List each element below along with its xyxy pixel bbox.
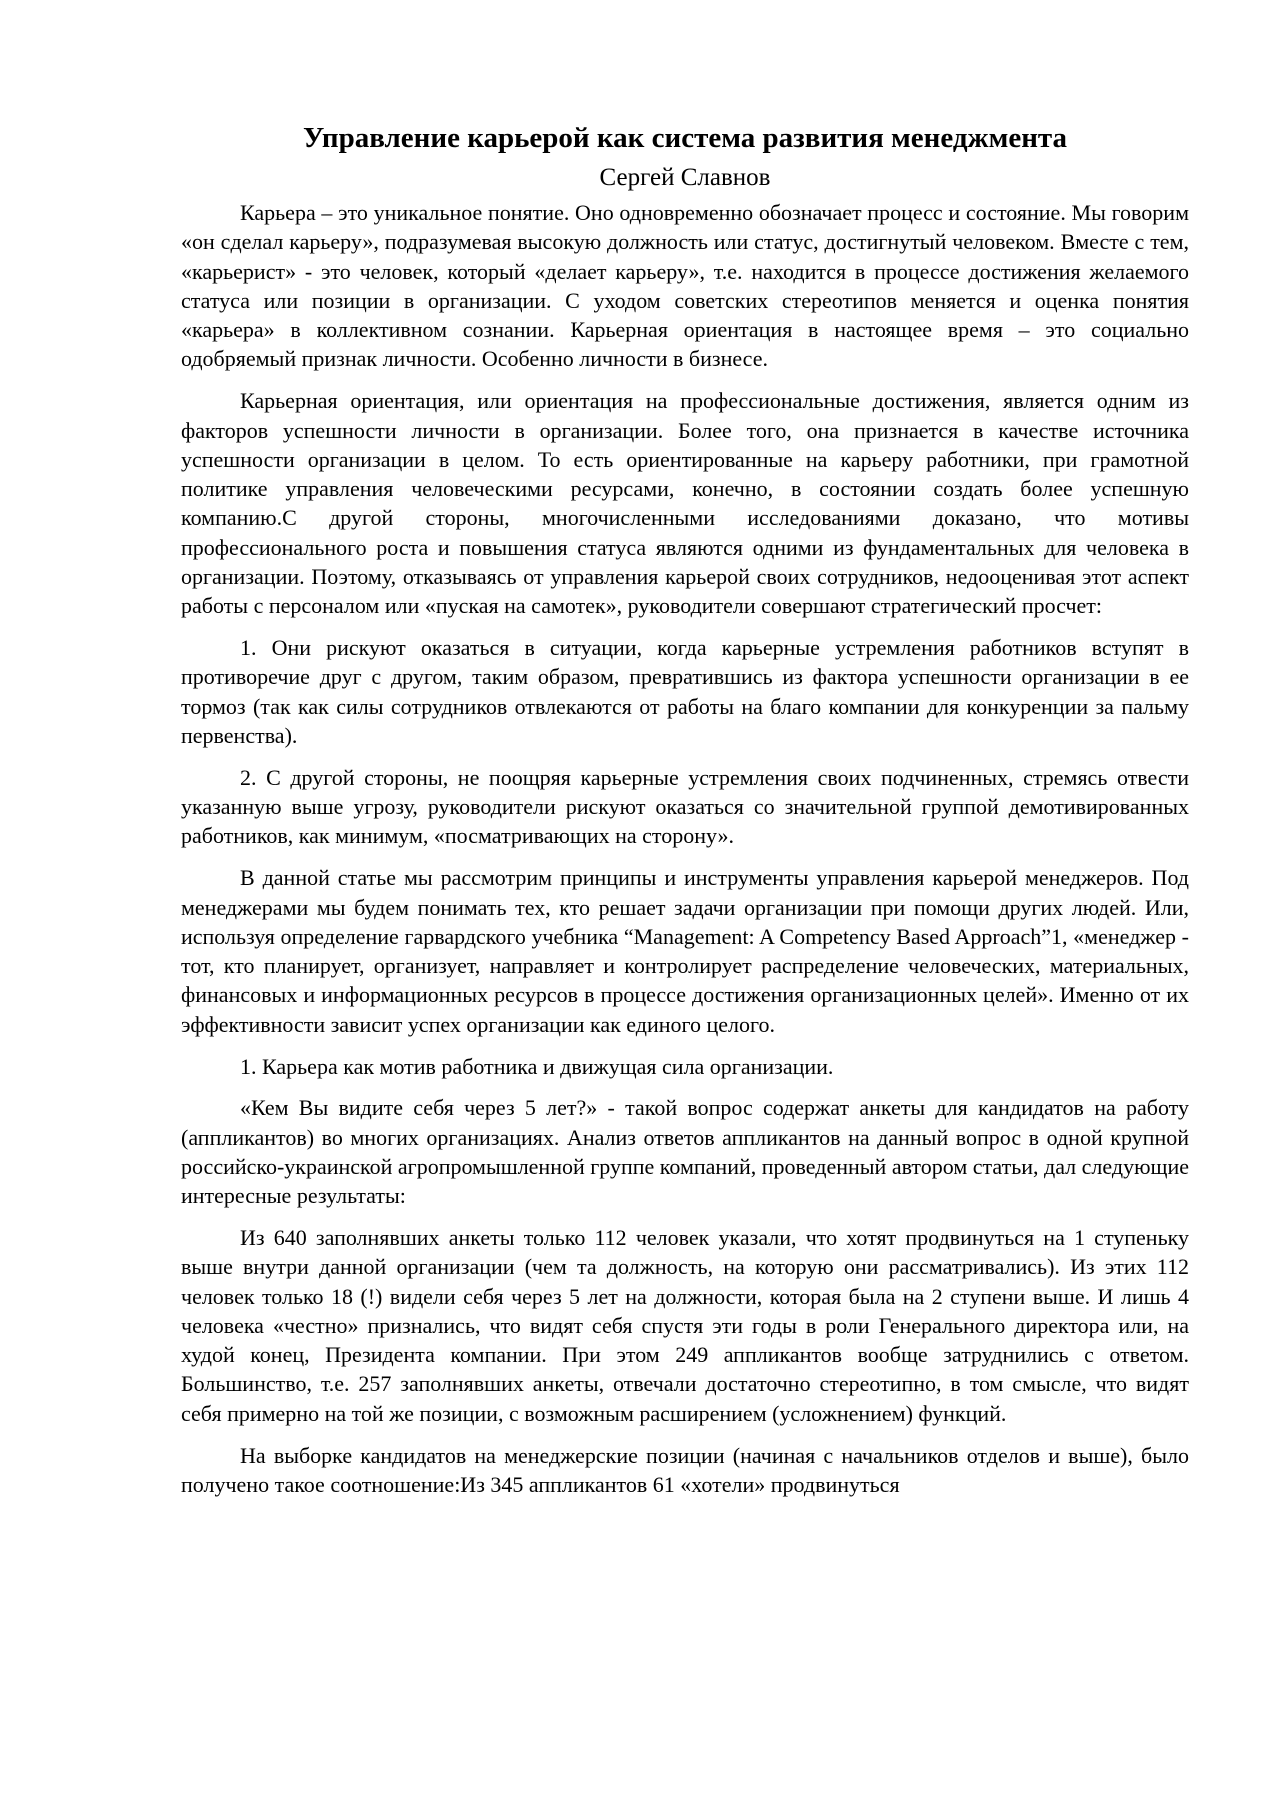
list-item-paragraph: 2. С другой стороны, не поощряя карьерные устремления своих подчиненных, стремясь отвести указанную выше угрозу, руководители рискуют оказаться со значительной группой демотивированных работников, как минимум, «посматривающих на сторону». xyxy=(181,764,1189,849)
paragraph: На выборке кандидатов на менеджерские позиции (начиная с начальников отделов и выше), было получено такое соотношение:Из 345 аппликантов 61 «хотели» продвинуться xyxy=(181,1442,1189,1497)
paragraph: Карьера – это уникальное понятие. Оно одновременно обозначает процесс и состояние. Мы говорим «он сделал карьеру», подразумевая высокую должность или статус, достигнутый человеком. Вместе с тем, «карьерист» - это человек, который «делает карьеру», т.е. находится в процессе достижения желаемого статуса или позиции в организации. С уходом советских стереотипов меняется и оценка понятия «карьера» в коллективном сознании. Карьерная ориентация в настоящее время – это социально одобряемый признак личности. Особенно личности в бизнесе. xyxy=(181,200,1189,372)
document-page xyxy=(181,120,1189,1512)
paragraph: «Кем Вы видите себя через 5 лет?» - такой вопрос содержат анкеты для кандидатов на работу (аппликантов) во многих организациях. Анализ ответов аппликантов на данный вопрос в одной крупной российско-украинской агропромышленной группе компаний, проведенный автором статьи, дал следующие интересные результаты: xyxy=(181,1095,1189,1209)
list-item-paragraph: 1. Они рискуют оказаться в ситуации, когда карьерные устремления работников вступят в противоречие друг с другом, таким образом, превратившись из фактора успешности организации в ее тормоз (так как силы сотрудников отвлекаются от работы на благо компании для конкуренции за пальму первенства). xyxy=(181,635,1189,749)
document-title: Управление карьерой как система развития менеджмента xyxy=(303,122,1067,154)
section-heading: 1. Карьера как мотив работника и движущая сила организации. xyxy=(240,1053,834,1079)
document-author: Сергей Славнов xyxy=(599,164,771,191)
paragraph: В данной статье мы рассмотрим принципы и инструменты управления карьерой менеджеров. Под менеджерами мы будем понимать тех, кто решает задачи организации при помощи других людей. Или, используя определение гарвардского учебника “Management: A Competency Based Approach”1, «менеджер - тот, кто планирует, организует, направляет и контролирует распределение человеческих, материальных, финансовых и информационных ресурсов в процессе достижения организационных целей». Именно от их эффективности зависит успех организации как единого целого. xyxy=(181,865,1189,1037)
paragraph: Из 640 заполнявших анкеты только 112 человек указали, что хотят продвинуться на 1 ступеньку выше внутри данной организации (чем та должность, на которую они рассматривались). Из этих 112 человек только 18 (!) видели себя через 5 лет на должности, которая была на 2 ступени выше. И лишь 4 человека «честно» признались, что видят себя спустя эти годы в роли Генерального директора или, на худой конец, Президента компании. При этом 249 аппликантов вообще затруднились с ответом. Большинство, т.е. 257 заполнявших анкеты, отвечали достаточно стереотипно, в том смысле, что видят себя примерно на той же позиции, с возможным расширением (усложнением) функций. xyxy=(181,1225,1189,1426)
paragraph: Карьерная ориентация, или ориентация на профессиональные достижения, является одним из факторов успешности личности в организации. Более того, она признается в качестве источника успешности организации в целом. То есть ориентированные на карьеру работники, при грамотной политике управления человеческими ресурсами, конечно, в состоянии создать более успешную компанию.С другой стороны, многочисленными исследованиями доказано, что мотивы профессионального роста и повышения статуса являются одними из фундаментальных для человека в организации. Поэтому, отказываясь от управления карьерой своих сотрудников, недооценивая этот аспект работы с персоналом или «пуская на самотек», руководители совершают стратегический просчет: xyxy=(181,388,1189,619)
